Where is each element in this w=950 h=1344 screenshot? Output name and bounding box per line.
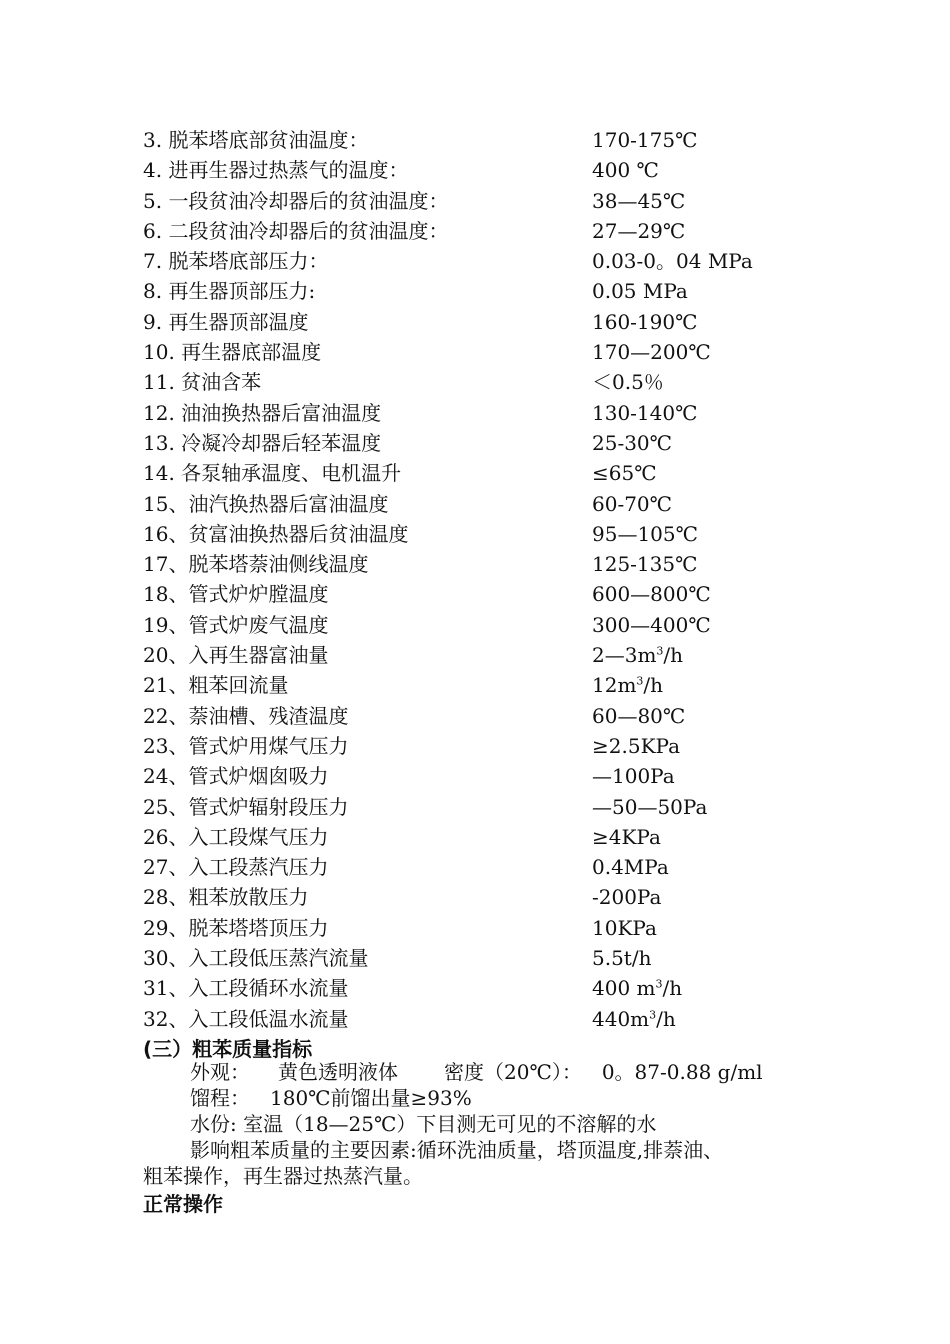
parameter-label: 31、入工段循环水流量 <box>143 976 349 1001</box>
parameter-value <box>592 307 697 337</box>
parameter-label: 21、粗苯回流量 <box>143 673 289 698</box>
parameter-label: 20、入再生器富油量 <box>143 643 329 668</box>
parameter-row <box>143 155 843 185</box>
parameter-value <box>592 186 685 216</box>
parameter-value-main: 160-190℃ <box>592 309 698 334</box>
parameter-row <box>143 549 843 579</box>
parameter-label: 24、管式炉烟囱吸力 <box>143 764 329 789</box>
parameter-value-main: 38—45℃ <box>592 188 686 213</box>
parameter-value <box>592 125 697 155</box>
parameter-row <box>143 246 843 276</box>
factors-line-1: 影响粗苯质量的主要因素:循环洗油质量，塔顶温度,排萘油、 <box>190 1138 724 1162</box>
parameter-row <box>143 337 843 367</box>
parameter-row <box>143 216 843 246</box>
unit-suffix: /h <box>663 643 684 668</box>
parameter-value-main: ≥4KPa <box>592 824 661 849</box>
water-line: 水份: 室温（18—25℃）下目测无可见的不溶解的水 <box>190 1112 657 1136</box>
parameter-value-main: —50—50Pa <box>592 794 708 819</box>
parameter-value <box>592 973 682 1003</box>
parameter-value <box>592 458 657 488</box>
parameter-value-main: 10KPa <box>592 915 657 940</box>
parameter-row <box>143 822 843 852</box>
parameter-value <box>592 367 664 397</box>
parameter-row <box>143 367 843 397</box>
parameter-row <box>143 670 843 700</box>
parameter-row <box>143 610 843 640</box>
parameter-label: 28、粗苯放散压力 <box>143 885 309 910</box>
parameter-label: 27、入工段蒸汽压力 <box>143 855 329 880</box>
parameter-label: 12. 油油换热器后富油温度 <box>143 400 382 425</box>
parameter-value <box>592 913 657 943</box>
unit-suffix: /h <box>643 673 664 698</box>
section-heading-normal-operation: 正常操作 <box>143 1192 223 1216</box>
appearance-value: 黄色透明液体 <box>278 1060 398 1084</box>
parameter-value <box>592 549 697 579</box>
parameter-value <box>592 701 685 731</box>
parameter-value <box>592 246 753 276</box>
parameter-row <box>143 428 843 458</box>
parameter-row <box>143 973 843 1003</box>
parameter-row <box>143 276 843 306</box>
parameter-row <box>143 731 843 761</box>
parameter-row <box>143 125 843 155</box>
parameter-value <box>592 852 669 882</box>
parameter-label: 16、贫富油换热器后贫油温度 <box>143 521 409 546</box>
parameter-value-main: 0.05 MPa <box>592 279 688 304</box>
parameter-row <box>143 852 843 882</box>
parameter-row <box>143 882 843 912</box>
parameter-row <box>143 398 843 428</box>
parameter-value-main: 130-140℃ <box>592 400 698 425</box>
parameter-value <box>592 337 711 367</box>
parameter-value <box>592 216 685 246</box>
parameter-value <box>592 882 661 912</box>
parameter-value-main: 2—3m <box>592 643 657 668</box>
parameter-value-main: 60—80℃ <box>592 703 686 728</box>
distillation-line <box>190 1085 472 1111</box>
parameter-value <box>592 1004 676 1034</box>
parameter-label: 29、脱苯塔塔顶压力 <box>143 915 329 940</box>
parameter-label: 30、入工段低压蒸汽流量 <box>143 946 369 971</box>
density-value: 0。87-0.88 g/ml <box>601 1060 763 1084</box>
parameter-list <box>143 125 843 1034</box>
parameter-value-main: 400 ℃ <box>592 158 659 183</box>
parameter-value-main: 60-70℃ <box>592 491 673 516</box>
unit-superscript: 3 <box>649 1007 657 1021</box>
distillation-label: 馏程： <box>190 1086 250 1110</box>
parameter-label: 25、管式炉辐射段压力 <box>143 794 349 819</box>
parameter-label: 23、管式炉用煤气压力 <box>143 733 349 758</box>
parameter-value <box>592 731 680 761</box>
parameter-row <box>143 792 843 822</box>
unit-suffix: /h <box>656 1006 676 1031</box>
parameter-label: 9. 再生器顶部温度 <box>143 309 309 334</box>
parameter-row <box>143 186 843 216</box>
density-label: 密度（20℃）： <box>444 1060 582 1084</box>
parameter-label: 10. 再生器底部温度 <box>143 340 322 365</box>
factors-line-2: 粗苯操作，再生器过热蒸汽量。 <box>143 1164 423 1188</box>
parameter-label: 14. 各泵轴承温度、电机温升 <box>143 461 402 486</box>
parameter-value-main: ＜0.5％ <box>592 370 664 395</box>
section-heading-quality: (三）粗苯质量指标 <box>143 1037 313 1061</box>
parameter-value-main: ≥2.5KPa <box>592 733 680 758</box>
parameter-row <box>143 943 843 973</box>
parameter-value-main: 170-175℃ <box>592 128 698 152</box>
parameter-value <box>592 579 711 609</box>
parameter-label: 8. 再生器顶部压力: <box>143 279 316 304</box>
parameter-row <box>143 519 843 549</box>
parameter-value <box>592 489 672 519</box>
parameter-value <box>592 398 697 428</box>
parameter-value-main: 0.03-0。04 MPa <box>592 249 753 274</box>
parameter-label: 17、脱苯塔萘油侧线温度 <box>143 552 369 577</box>
parameter-value-main: -200Pa <box>592 885 662 910</box>
parameter-label: 4. 进再生器过热蒸气的温度： <box>143 158 409 183</box>
parameter-value <box>592 761 675 791</box>
parameter-value <box>592 519 698 549</box>
parameter-value <box>592 822 661 852</box>
parameter-label: 18、管式炉炉膛温度 <box>143 582 329 607</box>
parameter-label: 26、入工段煤气压力 <box>143 824 329 849</box>
parameter-label: 5. 一段贫油冷却器后的贫油温度： <box>143 188 449 213</box>
parameter-label: 3. 脱苯塔底部贫油温度： <box>143 128 369 152</box>
parameter-label: 11. 贫油含苯 <box>143 370 262 395</box>
parameter-value-main: —100Pa <box>592 764 675 789</box>
parameter-row <box>143 701 843 731</box>
parameter-value-main: 400 m <box>592 976 656 1001</box>
parameter-value-main: 0.4MPa <box>592 855 669 880</box>
parameter-row <box>143 913 843 943</box>
parameter-row <box>143 458 843 488</box>
parameter-row <box>143 1004 843 1034</box>
parameter-label: 13. 冷凝冷却器后轻苯温度 <box>143 430 382 455</box>
parameter-row <box>143 579 843 609</box>
parameter-value-main: 95—105℃ <box>592 521 698 546</box>
parameter-value <box>592 428 672 458</box>
unit-superscript: 3 <box>655 977 663 991</box>
parameter-value-main: 440m <box>592 1006 650 1031</box>
parameter-value <box>592 276 688 306</box>
appearance-line <box>190 1059 763 1085</box>
unit-suffix: /h <box>662 976 683 1001</box>
parameter-value <box>592 610 711 640</box>
parameter-label: 22、萘油槽、残渣温度 <box>143 703 349 728</box>
distillation-value: 180℃前馏出量≥93% <box>270 1086 472 1110</box>
parameter-label: 19、管式炉废气温度 <box>143 612 329 637</box>
parameter-row <box>143 640 843 670</box>
unit-superscript: 3 <box>656 644 664 658</box>
parameter-value-main: 600—800℃ <box>592 582 711 607</box>
parameter-value-main: 25-30℃ <box>592 430 673 455</box>
parameter-value <box>592 943 651 973</box>
parameter-value-main: ≤65℃ <box>592 461 657 486</box>
parameter-row <box>143 489 843 519</box>
parameter-value-main: 125-135℃ <box>592 552 698 577</box>
parameter-label: 7. 脱苯塔底部压力： <box>143 249 329 274</box>
parameter-value <box>592 640 683 670</box>
parameter-value-main: 300—400℃ <box>592 612 711 637</box>
parameter-label: 15、油汽换热器后富油温度 <box>143 491 389 516</box>
parameter-row <box>143 307 843 337</box>
parameter-value-main: 170—200℃ <box>592 340 711 365</box>
parameter-value-main: 12m <box>592 673 637 698</box>
parameter-label: 32、入工段低温水流量 <box>143 1006 349 1031</box>
parameter-label: 6. 二段贫油冷却器后的贫油温度： <box>143 218 449 243</box>
parameter-value <box>592 670 663 700</box>
parameter-value <box>592 155 659 185</box>
parameter-value <box>592 792 707 822</box>
appearance-label: 外观： <box>190 1060 250 1084</box>
parameter-value-main: 5.5t/h <box>592 946 652 971</box>
parameter-value-main: 27—29℃ <box>592 218 686 243</box>
unit-superscript: 3 <box>636 674 644 688</box>
parameter-row <box>143 761 843 791</box>
